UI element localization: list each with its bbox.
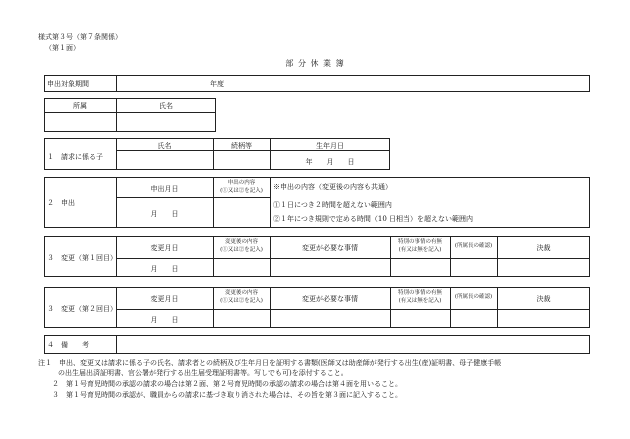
dept-label: 所属 [73,102,87,110]
birth-date-unit: 年 月 日 [305,158,355,166]
col-request-date: 申出月日 [150,185,179,193]
note-1-cont: の出生届出済証明書、官公署が発行する出生届受理証明書等。写しでも可)を添付すること。 [58,369,348,377]
target-period-year-unit: 年度 [210,80,224,88]
option-1: ①１日につき２時間を超えない範囲内 [273,201,392,209]
change2-col-reason: 変更が必要な事情 [302,295,358,303]
col-child-name: 氏名 [157,142,172,150]
change2-col-special-note: (有又は無を記入) [398,298,442,304]
section4-label: ４ 備 考 [47,341,89,349]
change2-col-special: 特別の事情の有無 [397,290,442,296]
change1-col-content-note: (①又は②を記入) [220,247,263,253]
change1-col-date: 変更月日 [150,244,179,252]
change2-label: ３ 変更（第２回目） [47,305,117,313]
change2-col-date: 変更月日 [150,295,179,303]
section-remarks [44,335,590,354]
change1-col-content: 変更後の内容 [224,239,258,245]
change1-col-special-note: (有又は無を記入) [398,247,442,253]
section1-label: １ 請求に係る子 [47,153,103,161]
col-relation: 続柄等 [231,142,252,150]
col-request-content-note: (①又は②を記入) [220,188,263,194]
note-2: ２ 第１号育児時間の承認の請求の場合は第２面、第２号育児時間の承認の請求の場合は第４面を用いること。 [52,380,402,388]
change2-col-confirm: (所属長の確認) [454,294,493,300]
document-title: 部 分 休 業 簿 [285,59,345,68]
page-number: （第１面） [45,44,80,52]
change2-col-content-note: (①又は②を記入) [220,298,263,304]
col-request-content: 申出の内容 [227,180,256,186]
section2-label: ２ 申出 [47,199,75,207]
target-period-label: 申出対象期間 [47,80,89,88]
col-birth: 生年月日 [316,142,344,150]
note-1: 注１ 申出、変更又は請求に係る子の氏名、請求者との続柄及び生年月日を証明する書類(医師又は助産師が発行する出生(産)証明書、母子健康手帳 [38,359,502,367]
change1-label: ３ 変更（第１回目） [47,254,117,262]
change2-col-content: 変更後の内容 [224,290,258,296]
request-date-unit: 月 日 [150,210,179,218]
change2-date-unit: 月 日 [150,316,179,324]
target-period-row [44,75,590,92]
change1-date-unit: 月 日 [150,265,179,273]
option-2: ②１年につき規則で定める時間（10 日相当）を超えない範囲内 [273,215,473,223]
note-3: ３ 第１号育児時間の承認が、職員からの請求に基づき取り消された場合は、その旨を第３面に記入すること。 [52,391,402,399]
content-heading: ※申出の内容（変更後の内容も共通） [273,183,392,191]
change1-col-confirm: (所属長の確認) [454,243,493,249]
name-label: 氏名 [159,102,173,110]
change1-col-special: 特別の事情の有無 [397,239,442,245]
change2-col-decision: 決裁 [536,295,551,303]
change1-col-decision: 決裁 [536,244,551,252]
change1-col-reason: 変更が必要な事情 [302,244,358,252]
form-number: 様式第３号（第７条関係） [38,33,122,41]
